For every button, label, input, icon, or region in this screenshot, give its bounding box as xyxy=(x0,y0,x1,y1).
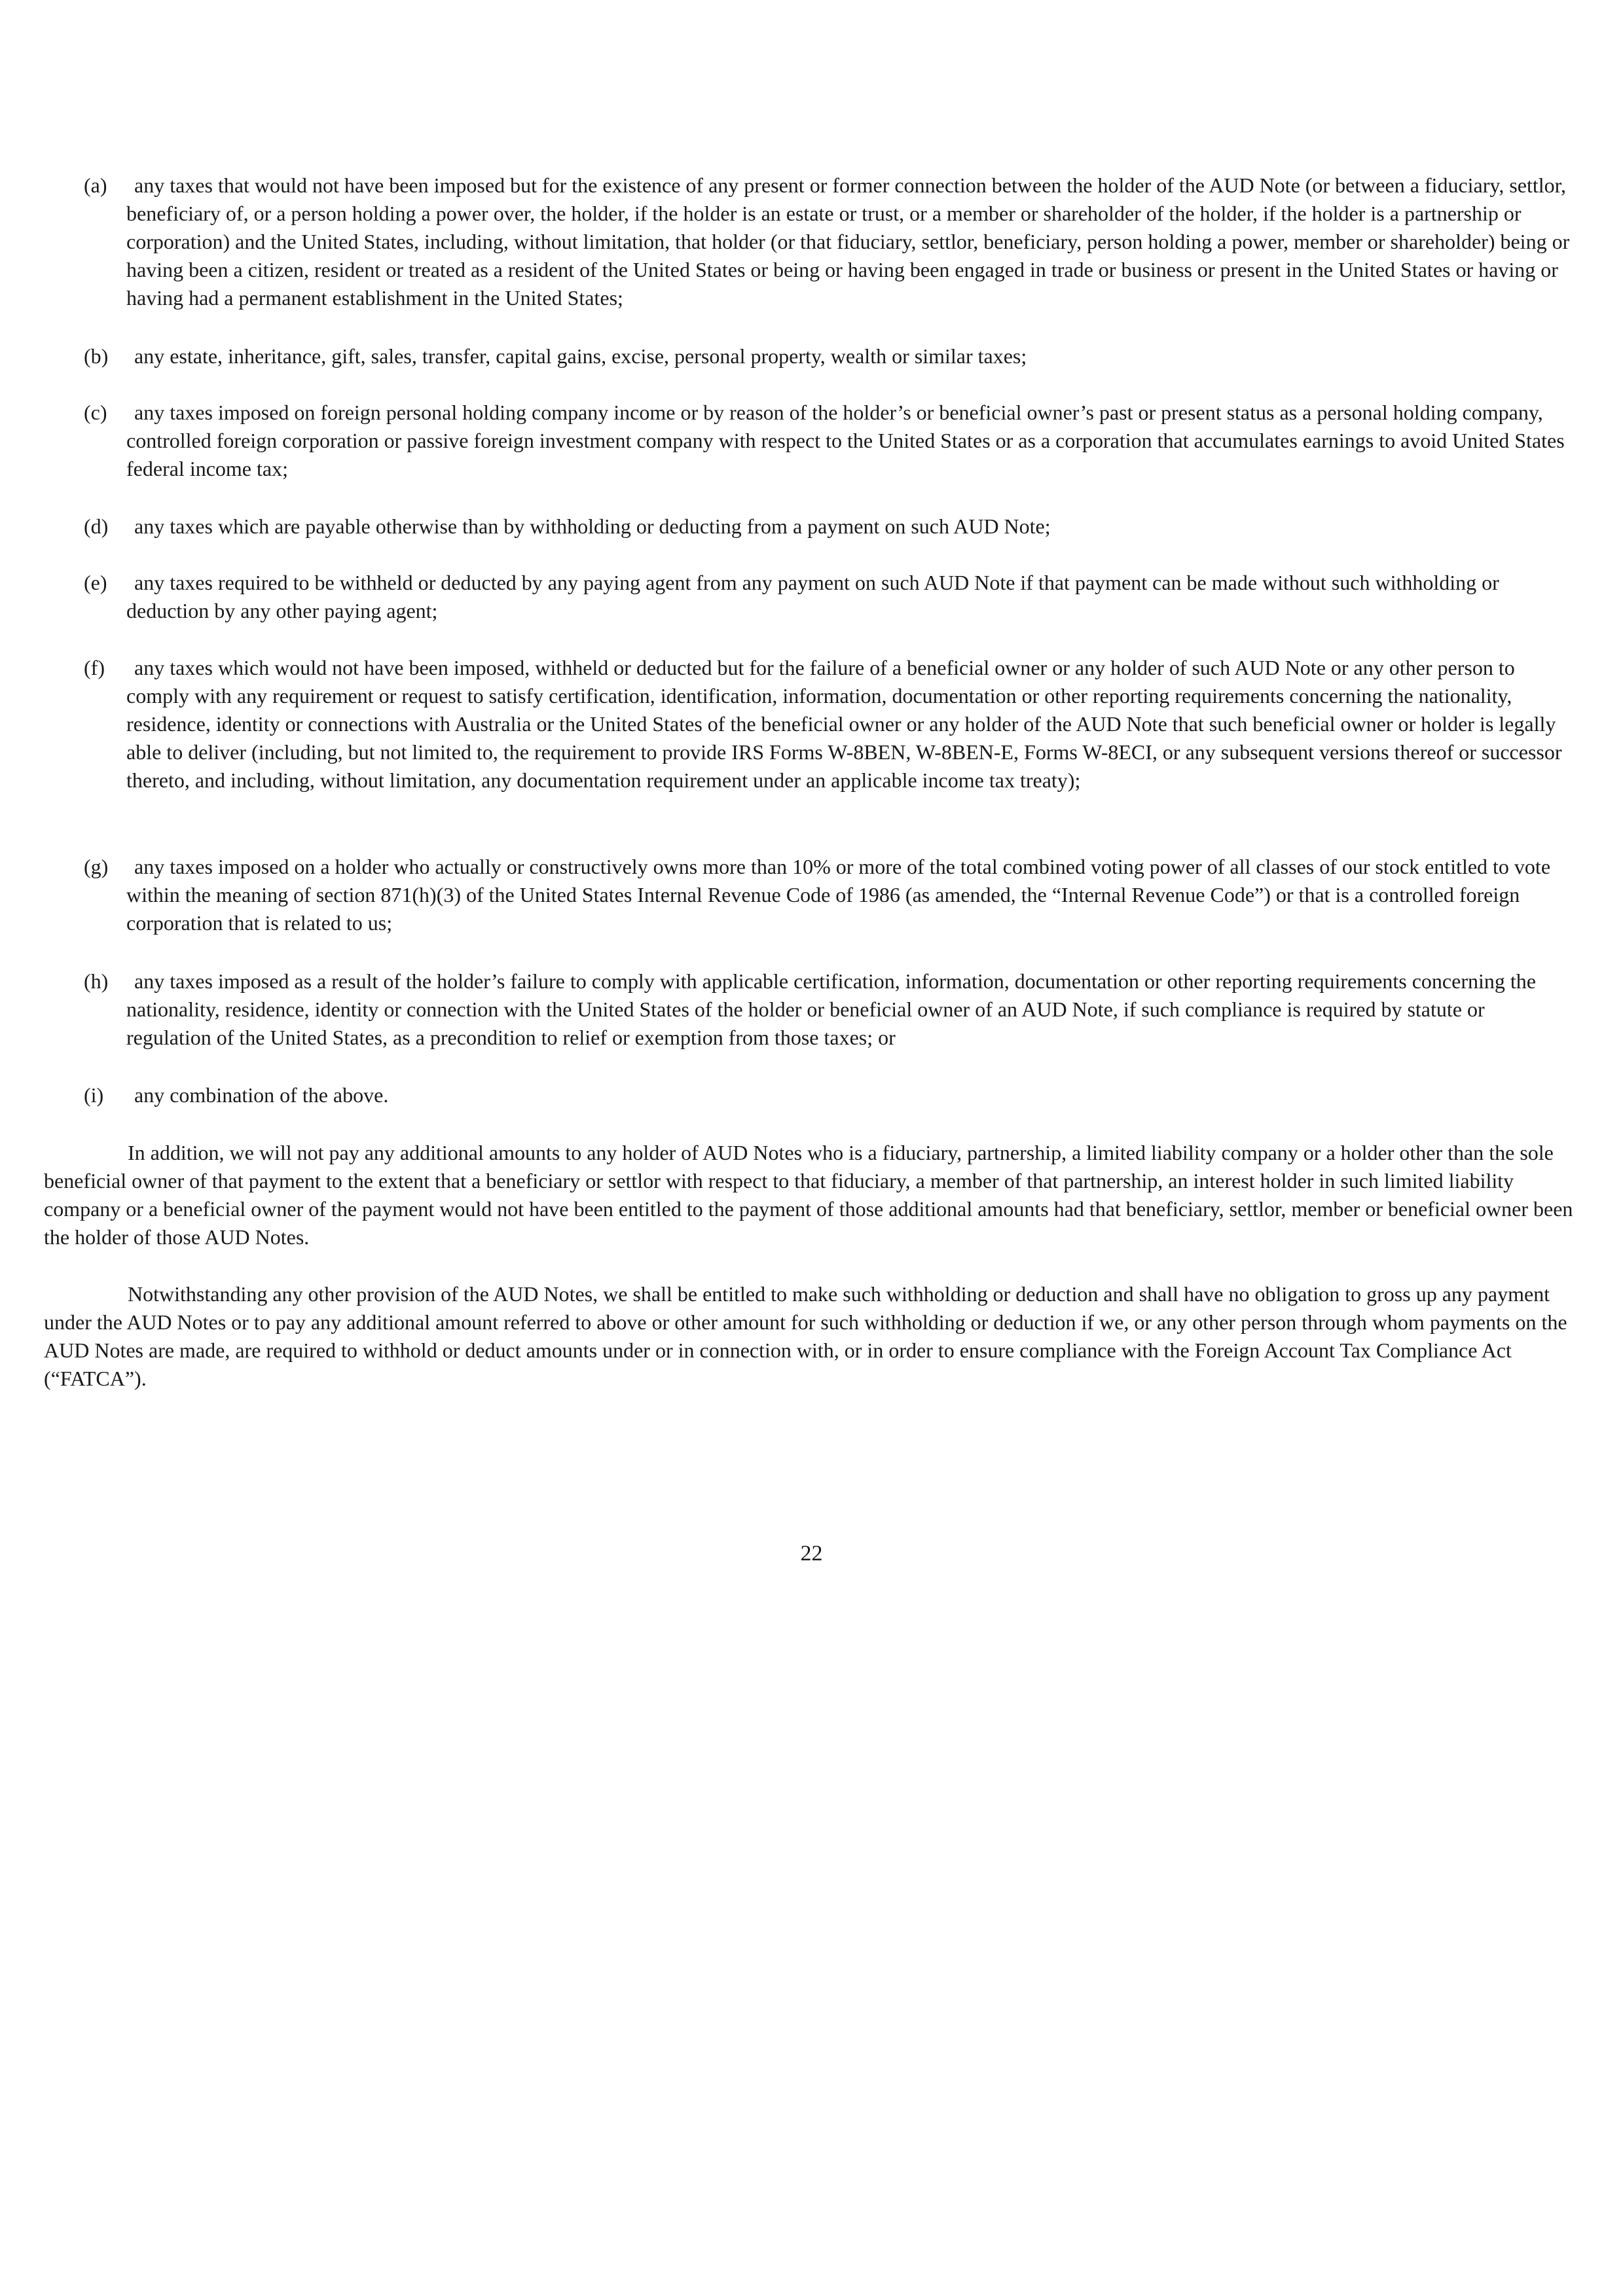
list-text: any taxes which are payable otherwise than by withholding or deducting from a payment on such AUD Note; xyxy=(134,514,1051,538)
list-item-c xyxy=(84,399,1570,483)
list-marker: (d) xyxy=(84,514,109,538)
list-marker: (h) xyxy=(84,969,109,993)
list-text: any taxes that would not have been imposed but for the existence of any present or former connection between the holder of the AUD Note (or between a fiduciary, settlor, beneficiary of, or a person holding a power over, the holder, if the holder is an estate or trust, or a member or shareholder of the holder, if the holder is a partnership or corporation) and the United States, including, without limitation, that holder (or that fiduciary, settlor, beneficiary, person holding a power, member or shareholder) being or having been a citizen, resident or treated as a resident of the United States or being or having been engaged in trade or business or present in the United States or having or having had a permanent establishment in the United States; xyxy=(126,173,1570,310)
list-item-b xyxy=(84,342,1570,370)
list-item-g xyxy=(84,853,1570,937)
list-text: any combination of the above. xyxy=(134,1083,389,1107)
list-marker: (i) xyxy=(84,1083,104,1107)
list-text: any taxes which would not have been imposed, withheld or deducted but for the failure of a beneficial owner or any holder of such AUD Note or any other person to comply with any requirement or request to satisfy certification, identification, information, documentation or other reporting requirements concerning the nationality, residence, identity or connections with Australia or the United States of the beneficial owner or any holder of the AUD Note that such beneficial owner or holder is legally able to deliver (including, but not limited to, the requirement to provide IRS Forms W-8BEN, W-8BEN-E, Forms W-8ECI, or any subsequent versions thereof or successor thereto, and including, without limitation, any documentation requirement under an applicable income tax treaty); xyxy=(126,656,1562,792)
list-marker: (a) xyxy=(84,173,107,197)
list-text: any taxes imposed as a result of the holder’s failure to comply with applicable certification, information, documentation or other reporting requirements concerning the nationality, residence, identity or connection with the United States of the holder or beneficial owner of an AUD Note, if such compliance is required by statute or regulation of the United States, as a precondition to relief or exemption from those taxes; or xyxy=(126,969,1536,1049)
list-item-e xyxy=(84,569,1570,625)
list-marker: (f) xyxy=(84,656,105,679)
list-item-a xyxy=(84,171,1570,312)
list-marker: (e) xyxy=(84,571,107,594)
list-item-f xyxy=(84,654,1570,795)
page-number: 22 xyxy=(800,1541,823,1566)
list-item-i xyxy=(84,1081,1570,1109)
paragraph-fatca: Notwithstanding any other provision of the AUD Notes, we shall be entitled to make such withholding or deduction and shall have no obligation to gross up any payment under the AUD Notes or to pay any additional amount referred to above or other amount for such withholding or deduction if we, or any other person through whom payments on the AUD Notes are made, are required to withhold or deduct amounts under or in connection with, or in order to ensure compliance with the Foreign Account Tax Compliance Act (“FATCA”). xyxy=(44,1282,1567,1390)
list-text: any taxes required to be withheld or deducted by any paying agent from any payment on such AUD Note if that payment can be made without such withholding or deduction by any other paying agent; xyxy=(126,571,1499,622)
list-marker: (b) xyxy=(84,344,109,368)
list-marker: (c) xyxy=(84,401,107,424)
list-text: any estate, inheritance, gift, sales, transfer, capital gains, excise, personal property, wealth or similar taxes; xyxy=(134,344,1027,368)
list-marker: (g) xyxy=(84,855,109,878)
list-text: any taxes imposed on a holder who actually or constructively owns more than 10% or more of the total combined voting power of all classes of our stock entitled to vote within the meaning of section 871(h)(3) of the United States Internal Revenue Code of 1986 (as amended, the “Internal Revenue Code”) or that is a controlled foreign corporation that is related to us; xyxy=(126,855,1551,935)
list-text: any taxes imposed on foreign personal holding company income or by reason of the holder’s or beneficial owner’s past or present status as a personal holding company, controlled foreign corporation or passive foreign investment company with respect to the United States or as a corporation that accumulates earnings to avoid United States federal income tax; xyxy=(126,401,1565,480)
paragraph-additional-amounts: In addition, we will not pay any additional amounts to any holder of AUD Notes who is a fiduciary, partnership, a limited liability company or a holder other than the sole beneficial owner of that payment to the extent that a beneficiary or settlor with respect to that fiduciary, a member of that partnership, an interest holder in such limited liability company or a beneficial owner of the payment would not have been entitled to the payment of those additional amounts had that beneficiary, settlor, member or beneficial owner been the holder of those AUD Notes. xyxy=(44,1141,1573,1249)
list-item-h xyxy=(84,967,1570,1052)
list-item-d xyxy=(84,512,1570,541)
